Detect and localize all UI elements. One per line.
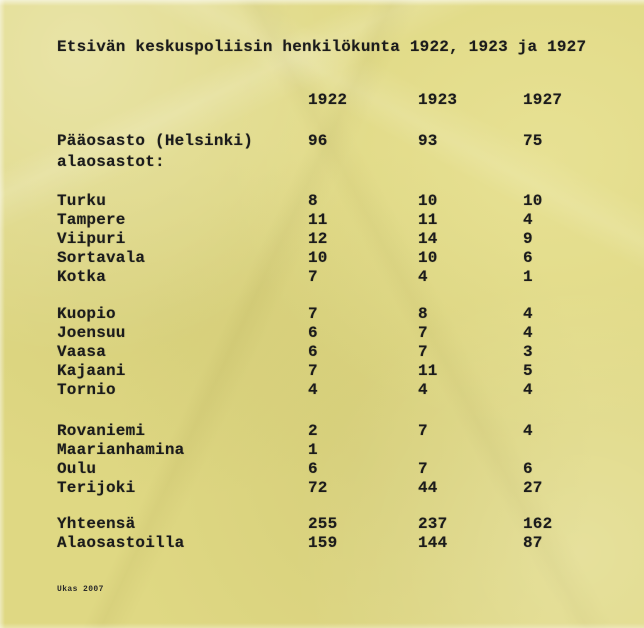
row-label: Maarianhamina xyxy=(57,441,185,459)
value-1927: 6 xyxy=(523,249,533,267)
row-label: Tornio xyxy=(57,381,116,399)
value-1927: 1 xyxy=(523,268,533,286)
branch-group-1 xyxy=(0,192,644,287)
value-1927: 5 xyxy=(523,362,533,380)
value-1922: 96 xyxy=(308,132,328,150)
value-1927: 6 xyxy=(523,460,533,478)
value-1927: 87 xyxy=(523,534,543,552)
value-1923 xyxy=(418,441,523,460)
table-row xyxy=(0,324,644,343)
table-header-row xyxy=(0,91,644,110)
value-1923: 7 xyxy=(418,324,428,342)
table-row xyxy=(0,362,644,381)
value-1923: 144 xyxy=(418,534,448,552)
column-header-1922: 1922 xyxy=(308,91,348,109)
watermark-credit: Ukas 2007 xyxy=(57,585,104,594)
value-1927: 9 xyxy=(523,230,533,248)
value-1927: 4 xyxy=(523,305,533,323)
column-header-1927: 1927 xyxy=(523,91,563,109)
table-row xyxy=(0,343,644,362)
column-header-1923: 1923 xyxy=(418,91,458,109)
totals-section xyxy=(0,515,644,553)
value-1927: 10 xyxy=(523,192,543,210)
table-row xyxy=(0,230,644,249)
value-1927 xyxy=(523,441,644,460)
value-1923: 10 xyxy=(418,192,438,210)
value-1923: 237 xyxy=(418,515,448,533)
branch-group-2 xyxy=(0,305,644,400)
row-label: Yhteensä xyxy=(57,515,136,533)
header-label-spacer xyxy=(57,91,308,110)
table-row xyxy=(0,249,644,268)
table-row xyxy=(0,422,644,441)
value-1922: 7 xyxy=(308,305,318,323)
row-label: Rovaniemi xyxy=(57,422,146,440)
value-1923: 4 xyxy=(418,268,428,286)
table-row xyxy=(0,381,644,400)
value-1923: 14 xyxy=(418,230,438,248)
row-label: Terijoki xyxy=(57,479,136,497)
row-label: Turku xyxy=(57,192,107,210)
value-1922: 1 xyxy=(308,441,318,459)
value-1927: 162 xyxy=(523,515,553,533)
total-row xyxy=(0,534,644,553)
value-1923: 11 xyxy=(418,211,438,229)
value-1923: 10 xyxy=(418,249,438,267)
row-label: Sortavala xyxy=(57,249,146,267)
value-1922: 11 xyxy=(308,211,328,229)
value-1922: 8 xyxy=(308,192,318,210)
table-row xyxy=(0,305,644,324)
page-title: Etsivän keskuspoliisin henkilökunta 1922, 1923 ja 1927 xyxy=(57,38,587,56)
table-row xyxy=(0,211,644,230)
value-1922: 2 xyxy=(308,422,318,440)
value-1922: 10 xyxy=(308,249,328,267)
value-1922: 255 xyxy=(308,515,338,533)
value-1927: 4 xyxy=(523,381,533,399)
value-1927: 27 xyxy=(523,479,543,497)
table-row xyxy=(0,441,644,460)
row-label: Pääosasto (Helsinki) xyxy=(57,132,254,150)
row-label: Viipuri xyxy=(57,230,126,248)
value-1922: 159 xyxy=(308,534,338,552)
value-1922: 72 xyxy=(308,479,328,497)
value-1923: 7 xyxy=(418,422,428,440)
value-1922: 7 xyxy=(308,362,318,380)
value-1923: 44 xyxy=(418,479,438,497)
table-row xyxy=(0,460,644,479)
value-1922: 7 xyxy=(308,268,318,286)
value-1922: 6 xyxy=(308,324,318,342)
sub-heading-label: alaosastot: xyxy=(57,153,165,171)
row-label: Alaosastoilla xyxy=(57,534,185,552)
value-1923: 11 xyxy=(418,362,438,380)
table-row xyxy=(0,131,644,152)
value-1927: 4 xyxy=(523,422,533,440)
value-1923: 4 xyxy=(418,381,428,399)
row-label: Vaasa xyxy=(57,343,107,361)
row-label: Kuopio xyxy=(57,305,116,323)
table-row xyxy=(0,192,644,211)
value-1927: 4 xyxy=(523,324,533,342)
row-label: Joensuu xyxy=(57,324,126,342)
value-1922: 4 xyxy=(308,381,318,399)
row-label: Tampere xyxy=(57,211,126,229)
value-1927: 75 xyxy=(523,132,543,150)
row-label: Kajaani xyxy=(57,362,126,380)
value-1923: 7 xyxy=(418,343,428,361)
value-1922: 12 xyxy=(308,230,328,248)
row-label: Kotka xyxy=(57,268,107,286)
main-department-section xyxy=(0,131,644,173)
value-1923: 7 xyxy=(418,460,428,478)
row-label: Oulu xyxy=(57,460,97,478)
value-1927: 4 xyxy=(523,211,533,229)
sub-heading-row xyxy=(0,152,644,173)
table-header-section xyxy=(0,91,644,110)
branch-group-3 xyxy=(0,422,644,498)
value-1927: 3 xyxy=(523,343,533,361)
value-1922: 6 xyxy=(308,343,318,361)
total-row xyxy=(0,515,644,534)
table-row xyxy=(0,268,644,287)
table-row xyxy=(0,479,644,498)
value-1923: 93 xyxy=(418,132,438,150)
value-1923: 8 xyxy=(418,305,428,323)
value-1922: 6 xyxy=(308,460,318,478)
